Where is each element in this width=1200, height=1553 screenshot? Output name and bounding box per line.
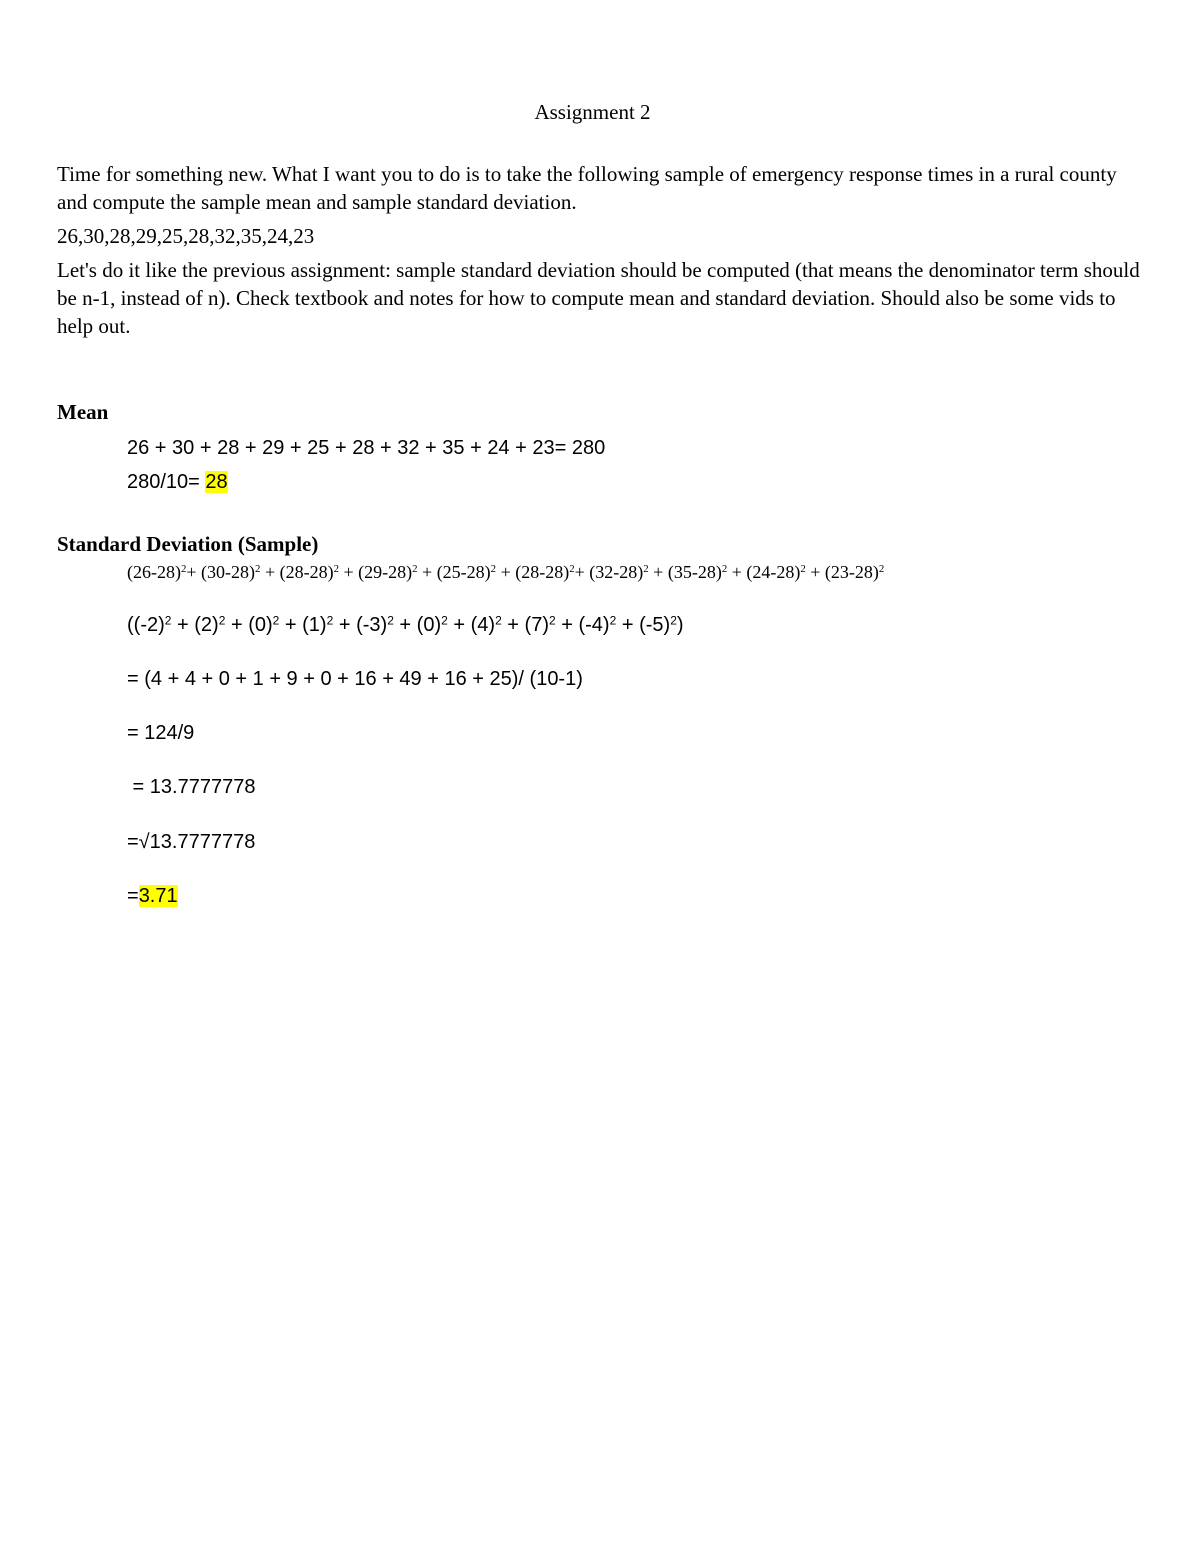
mean-sum-line: 26 + 30 + 28 + 29 + 25 + 28 + 32 + 35 + 24 + 23= 280 <box>127 437 606 459</box>
deviation-term: (28-28) <box>515 562 570 582</box>
exponent-superscript: 2 <box>218 613 226 628</box>
stddev-result-highlight: 3.71 <box>138 885 178 907</box>
plus-operator: + <box>186 562 202 582</box>
plus-operator: + <box>260 562 280 582</box>
instructions-paragraph: Let's do it like the previous assignment: sample standard deviation should be computed (that means the denominator term should be n-1, instead of n). Check textbook and notes for how to compute mean and standard deviation. Should also be some vids to help out. <box>57 258 1140 338</box>
plus-operator: + <box>648 562 668 582</box>
exponent-superscript: 2 <box>412 563 418 576</box>
exponent-superscript: 2 <box>272 613 280 628</box>
mean-result-highlight: 28 <box>205 471 228 493</box>
deviation-term: (32-28) <box>589 562 644 582</box>
stddev-result-line <box>127 885 178 908</box>
exponent-superscript: 2 <box>164 613 172 628</box>
stddev-heading: Standard Deviation (Sample) <box>57 532 319 556</box>
exponent-superscript: 2 <box>670 613 677 628</box>
exponent-superscript: 2 <box>441 613 448 628</box>
mean-heading: Mean <box>57 400 109 424</box>
exponent-superscript: 2 <box>721 563 728 576</box>
deviation-term: (24-28) <box>746 562 801 582</box>
deviation-term: (25-28) <box>436 562 491 582</box>
exponent-superscript: 2 <box>609 613 617 628</box>
plus-operator: + <box>727 562 747 582</box>
squared-term: (1) <box>302 614 327 636</box>
mean-division-line <box>127 471 228 494</box>
plus-operator: + <box>338 562 359 582</box>
deviation-term: (23-28) <box>824 562 879 582</box>
stddev-result-prefix: = <box>127 885 139 907</box>
squared-deviations-line: $((-2)^2 + (2)^2 + (0)^2 + (1)^2 + (-3)^2 + (0)^2 + (4)^2 + (7)^2 + (-4)^2 + (-5)^2)$ <box>127 613 684 636</box>
variance-line: = 13.7777778 <box>127 776 256 798</box>
squared-term: (2) <box>194 614 219 636</box>
squared-term: (0) <box>416 614 442 636</box>
intro-section <box>57 160 1142 340</box>
intro-paragraph: Time for something new. What I want you to do is to take the following sample of emergency response times in a rural county and compute the sample mean and sample standard deviation. <box>57 162 1117 214</box>
exponent-superscript: 2 <box>549 613 556 628</box>
fraction-line: = 124/9 <box>127 722 195 744</box>
squared-term: (4) <box>470 614 496 636</box>
squared-term: (-4) <box>578 614 610 636</box>
squared-term: (-5) <box>639 614 671 636</box>
exponent-superscript: 2 <box>490 563 497 576</box>
page-title: Assignment 2 <box>534 100 651 124</box>
exponent-superscript: 2 <box>333 563 339 576</box>
squared-term: (-3) <box>356 614 388 636</box>
deviation-term: (26-28) <box>127 562 181 582</box>
square-root-line: =√13.7777778 <box>127 831 256 853</box>
plus-operator: + <box>417 562 437 582</box>
sample-values: 26,30,28,29,25,28,32,35,24,23 <box>57 224 315 248</box>
deviation-term: (30-28) <box>201 562 256 582</box>
plus-operator: + <box>496 562 516 582</box>
squared-term: (7) <box>524 614 549 636</box>
exponent-superscript: 2 <box>495 613 502 628</box>
deviation-term: (29-28) <box>358 562 413 582</box>
plus-operator: + <box>805 562 825 582</box>
exponent-superscript: 2 <box>326 613 334 628</box>
exponent-superscript: 2 <box>180 563 187 576</box>
deviation-term: (35-28) <box>667 562 722 582</box>
exponent-superscript: 2 <box>569 563 575 576</box>
deviation-expression-line <box>127 562 884 583</box>
plus-operator: + <box>574 562 590 582</box>
squared-term: (0) <box>248 614 273 636</box>
exponent-superscript: 2 <box>387 613 394 628</box>
squares-sum-line: = (4 + 4 + 0 + 1 + 9 + 0 + 16 + 49 + 16 + 25)/ (10-1) <box>127 668 583 690</box>
exponent-superscript: 2 <box>800 563 806 576</box>
exponent-superscript: 2 <box>878 563 885 576</box>
exponent-superscript: 2 <box>255 563 261 576</box>
deviation-term: (28-28) <box>279 562 334 582</box>
mean-division-prefix: 280/10= <box>127 471 206 493</box>
exponent-superscript: 2 <box>643 563 649 576</box>
squared-term: (-2) <box>133 614 165 636</box>
